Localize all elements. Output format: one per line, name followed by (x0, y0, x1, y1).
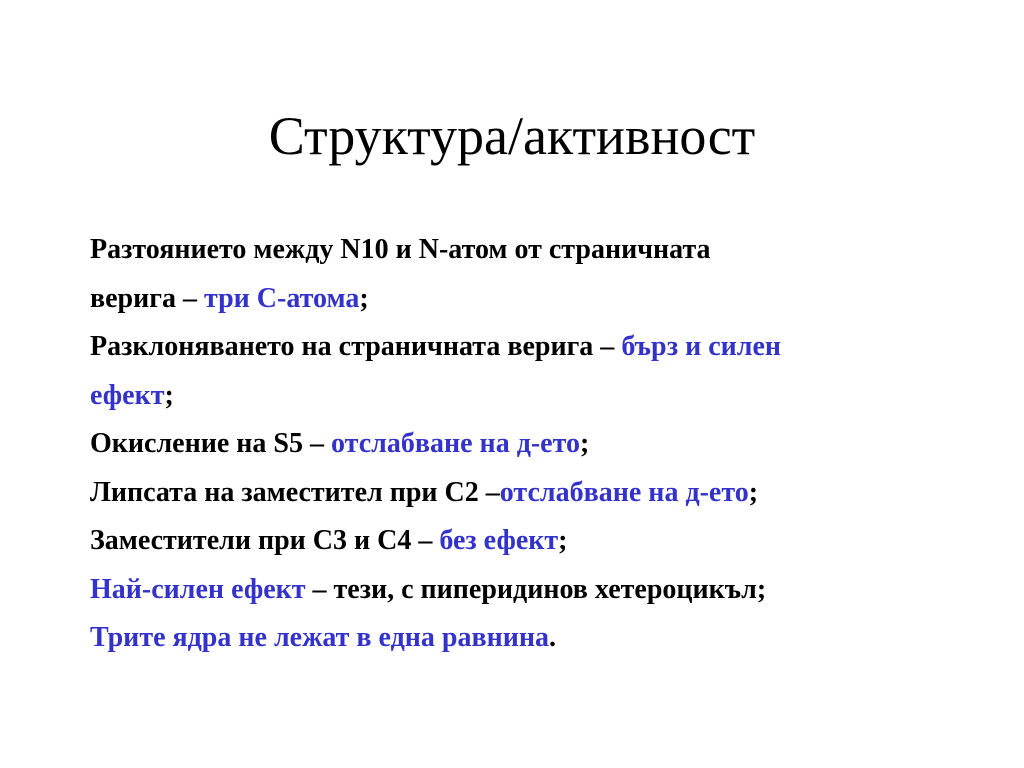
bullet-side-chain-distance (90, 226, 990, 323)
bullet-highlight: бърз и силен (621, 331, 782, 362)
bullet-punctuation: ; (359, 282, 369, 314)
bullet-three-rings (90, 614, 990, 663)
bullet-highlight: Най-силен ефект (90, 573, 313, 605)
bullet-highlight: отслабване на д-ето (499, 476, 749, 508)
bullet-highlight: три С-атома (203, 282, 360, 314)
bullet-punctuation: ; (748, 476, 759, 508)
bullet-c2-substituent (90, 469, 990, 518)
bullet-text: Заместители при С3 и С4 – (90, 525, 440, 556)
bullet-highlight: отслабване на д-ето (331, 428, 580, 459)
bullet-c3-c4-substituents (90, 517, 990, 566)
bullet-text: Разтоянието между N10 и N-атом от страничната (90, 234, 711, 265)
bullet-text: Липсата на заместител при С2 – (90, 476, 500, 508)
bullet-highlight: Трите ядра не лежат в една равнина (90, 622, 549, 653)
bullet-punctuation: . (548, 622, 556, 653)
bullet-strongest-effect (90, 566, 990, 615)
bullet-s5-oxidation (90, 420, 990, 469)
bullet-highlight: без ефект (439, 525, 559, 556)
bullet-punctuation: ; (580, 428, 590, 459)
bullet-text: Окисление на S5 – (90, 428, 332, 459)
bullet-text: Разклоняването на страничната верига – (90, 331, 622, 362)
bullet-punctuation: ; (558, 525, 568, 556)
bullet-highlight: ефект (90, 379, 165, 411)
slide-title: Структура/активност (268, 106, 756, 166)
slide-body (90, 226, 990, 663)
bullet-text: верига – (90, 282, 204, 314)
bullet-punctuation: ; (164, 379, 174, 411)
bullet-text: – тези, с пиперидинов хетероцикъл; (312, 573, 767, 605)
bullet-side-chain-branching (90, 323, 990, 420)
